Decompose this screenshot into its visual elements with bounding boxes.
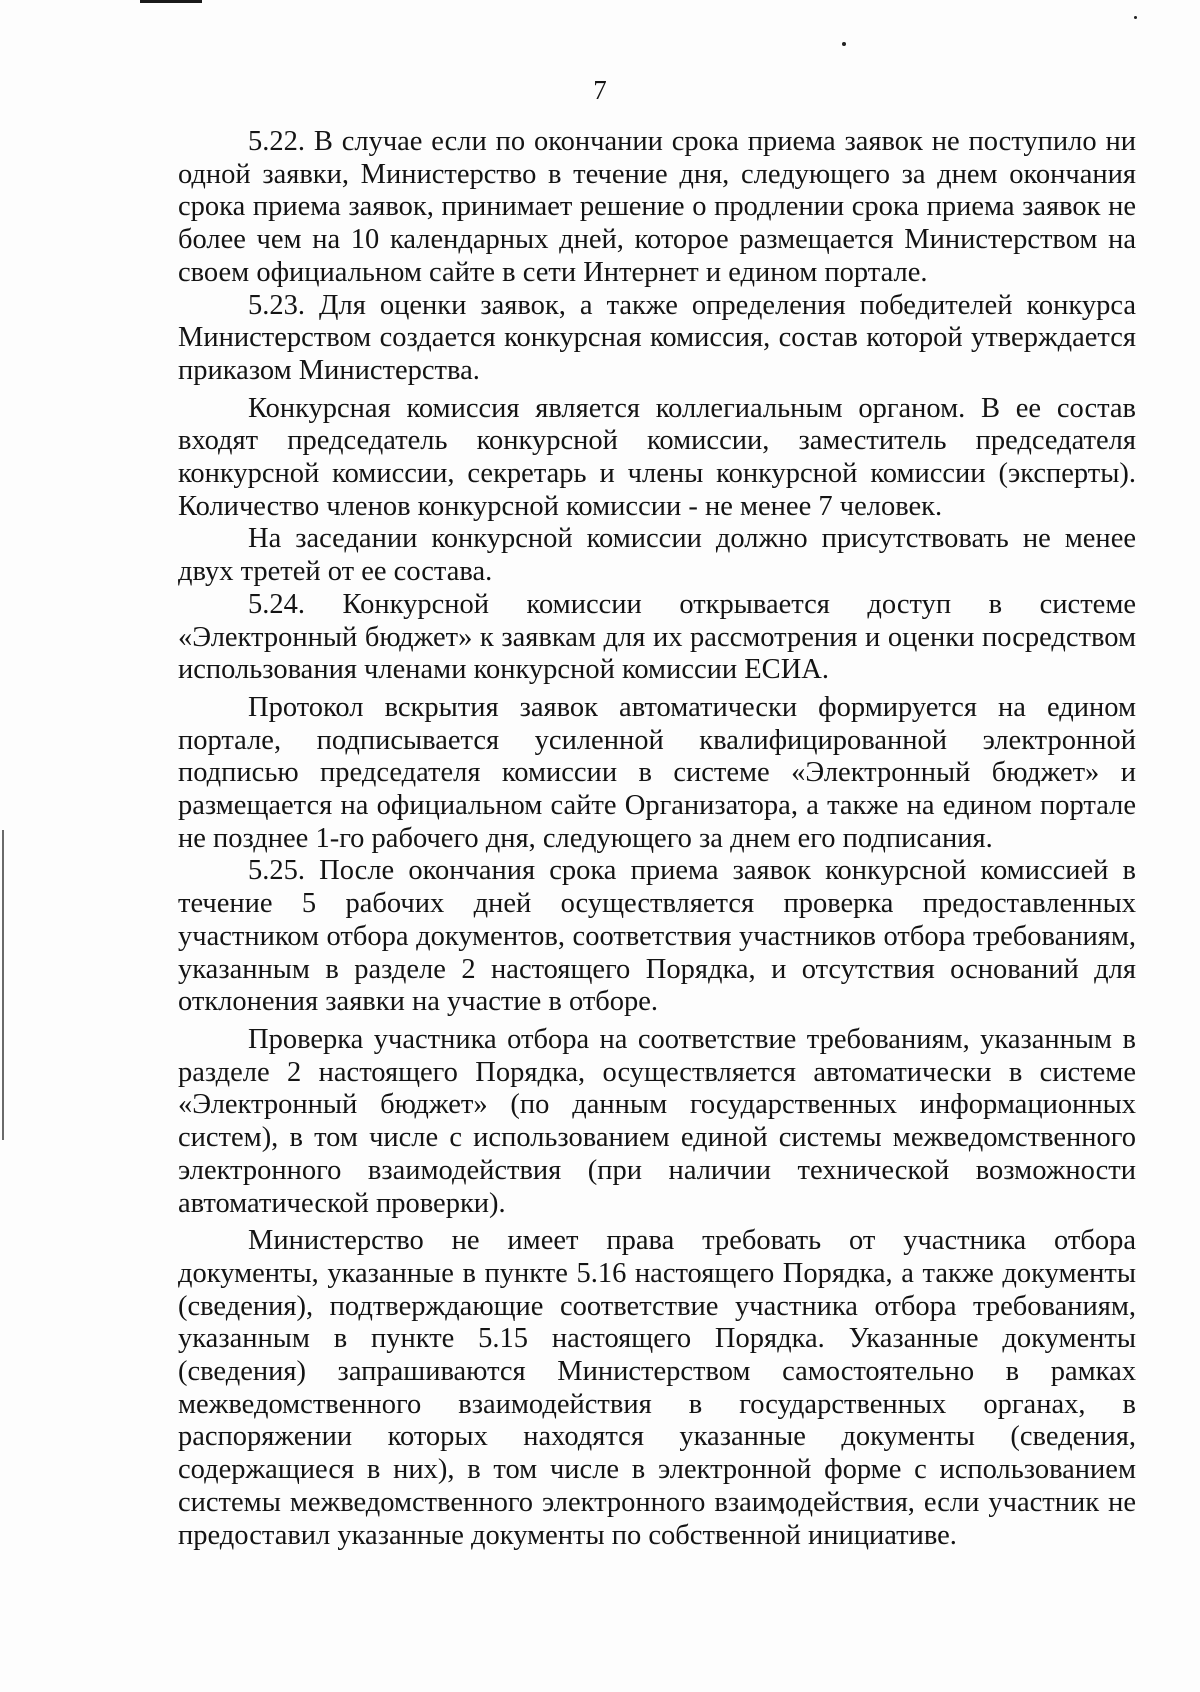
paragraph-opening-protocol: Протокол вскрытия заявок автоматически формируется на едином портале, подписывается усиленной квалифицированной электронной подписью председателя комиссии в системе «Электронный бюджет» и размещается на официальном сайте Организатора, а также на едином портале не позднее 1-го рабочего дня, следующего за днем его подписания. (178, 691, 1136, 854)
paragraph-commission-composition: Конкурсная комиссия является коллегиальным органом. В ее состав входят председатель конкурсной комиссии, заместитель председателя конкурсной комиссии, секретарь и члены конкурсной комиссии (эксперты). Количество членов конкурсной комиссии - не менее 7 человек. (178, 392, 1136, 522)
scan-speck (842, 42, 846, 46)
scan-speck (1134, 16, 1137, 19)
scan-edge-line (2, 830, 4, 1140)
top-edge-rule (140, 0, 202, 3)
paragraph-5-25: 5.25. После окончания срока приема заявок конкурсной комиссией в течение 5 рабочих дней осуществляется проверка предоставленных участником отбора документов, соответствия участников отбора требованиям, указанным в разделе 2 настоящего Порядка, и отсутствия оснований для отклонения заявки на участие в отборе. (178, 855, 1136, 1018)
paragraph-5-24: 5.24. Конкурсной комиссии открывается доступ в системе «Электронный бюджет» к заявкам для их рассмотрения и оценки посредством использования членами конкурсной комиссии ЕСИА. (178, 588, 1136, 686)
paragraph-automatic-check: Проверка участника отбора на соответствие требованиям, указанным в разделе 2 настоящего Порядка, осуществляется автоматически в системе «Электронный бюджет» (по данным государственных информационных систем), в том числе с использованием единой системы межведомственного электронного взаимодействия (при наличии технической возможности автоматической проверки). (178, 1023, 1136, 1219)
page-number: 7 (593, 75, 607, 105)
paragraph-ministry-rights: Министерство не имеет права требовать от участника отбора документы, указанные в пункте 5.16 настоящего Порядка, а также документы (сведения), подтверждающие соответствие участника отбора требованиям, указанным в пункте 5.15 настоящего Порядка. Указанные документы (сведения) запрашиваются Министерством самостоятельно в рамках межведомственного взаимодействия в государственных органах, в распоряжении которых находятся указанные документы (сведения, содержащиеся в них), в том числе в электронной форме с использованием системы межведомственного электронного взаимодействия, если участник не предоставил указанные документы по собственной инициативе. (178, 1225, 1136, 1551)
paragraph-5-22: 5.22. В случае если по окончании срока приема заявок не поступило ни одной заявки, Министерство в течение дня, следующего за днем окончания срока приема заявок, принимает решение о продлении срока приема заявок не более чем на 10 календарных дней, которое размещается Министерством на своем официальном сайте в сети Интернет и едином портале. (178, 126, 1136, 288)
paragraph-5-23: 5.23. Для оценки заявок, а также определения победителей конкурса Министерством создается конкурсная комиссия, состав которой утверждается приказом Министерства. (178, 289, 1136, 386)
document-body (178, 126, 1136, 1552)
paragraph-quorum: На заседании конкурсной комиссии должно присутствовать не менее двух третей от ее состава. (178, 523, 1136, 588)
